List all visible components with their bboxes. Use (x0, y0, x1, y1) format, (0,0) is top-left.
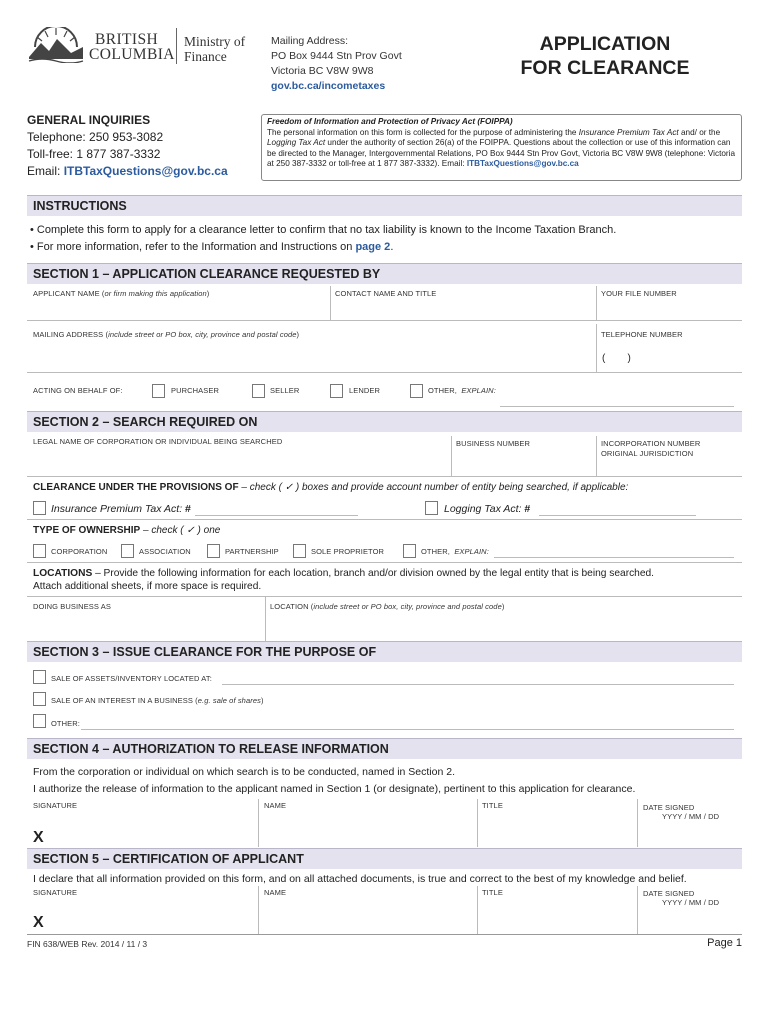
divider (27, 562, 742, 563)
mailing-address-field[interactable] (29, 342, 591, 370)
instructions-body (30, 222, 616, 256)
seller-label: SELLER (270, 386, 300, 395)
foippa-body (267, 128, 736, 170)
partnership-label: PARTNERSHIP (225, 547, 279, 556)
logo-divider (176, 28, 177, 64)
ministry-line-1: Ministry of (184, 34, 246, 49)
sale-of-interest-end: ) (260, 696, 264, 705)
association-label: ASSOCIATION (139, 547, 191, 556)
clearance-provisions-label (33, 482, 628, 493)
insurance-premium-tax-checkbox[interactable] (33, 501, 46, 515)
other-purpose-label: OTHER: (51, 719, 80, 728)
doing-business-as-label: DOING BUSINESS AS (33, 602, 111, 611)
s5-date-field[interactable] (640, 910, 740, 932)
divider (477, 886, 478, 934)
form-id: FIN 638/WEB Rev. 2014 / 11 / 3 (27, 939, 148, 949)
insurance-premium-tax-account-input[interactable] (195, 515, 358, 516)
sale-of-interest-label (51, 696, 264, 705)
sale-of-assets-checkbox[interactable] (33, 670, 46, 684)
sale-of-interest-checkbox[interactable] (33, 692, 46, 706)
other-ownership-checkbox[interactable] (403, 544, 416, 558)
instructions-bullet-2-text: • For more information, refer to the Information and Instructions on (30, 241, 356, 253)
location-label-a: LOCATION ( (270, 602, 314, 611)
logo-text (89, 32, 175, 62)
telephone-field[interactable] (640, 350, 740, 368)
section3-heading-text: SECTION 3 – ISSUE CLEARANCE FOR THE PURPOSE OF (33, 645, 377, 659)
applicant-label-a: APPLICANT NAME ( (33, 289, 105, 298)
other-ownership-explain-line[interactable] (494, 557, 734, 558)
inquiries-email-label: Email: (27, 164, 64, 178)
instructions-bullet-2-end: . (390, 241, 394, 253)
mailing-label-b: include street or PO box, city, province and postal code (108, 330, 297, 339)
locations-heading: LOCATIONS (33, 568, 93, 579)
s4-date-label: DATE SIGNED (643, 803, 695, 812)
location-label (270, 602, 504, 611)
foippa-text-1: The personal information on this form is collected for the purpose of administering the (267, 127, 579, 137)
other-ownership-label (421, 547, 489, 556)
file-number-field[interactable] (599, 300, 739, 320)
s4-name-field[interactable] (261, 814, 473, 846)
section5-heading-text: SECTION 5 – CERTIFICATION OF APPLICANT (33, 852, 304, 866)
inquiries-email-link[interactable]: ITBTaxQuestions@gov.bc.ca (63, 164, 228, 178)
logo-line-2: COLUMBIA (89, 46, 175, 63)
doing-business-as-field[interactable] (29, 614, 261, 640)
s4-signature-x: X (33, 829, 44, 846)
title-line-1: APPLICATION (539, 33, 671, 55)
section1-heading-text: SECTION 1 – APPLICATION CLEARANCE REQUESTED BY (33, 267, 381, 281)
divider (477, 799, 478, 847)
divider (27, 476, 742, 477)
sale-of-assets-location-input[interactable] (222, 684, 734, 685)
divider (27, 934, 742, 935)
section4-line-1: From the corporation or individual on which search is to be conducted, named in Section 2. (33, 766, 455, 778)
s5-title-label: TITLE (482, 888, 503, 897)
locations-text (33, 567, 738, 593)
bc-sun-mountain-icon (27, 27, 85, 63)
divider (258, 799, 259, 847)
ownership-type-label (33, 525, 220, 536)
mailing-label: Mailing Address: (271, 35, 349, 47)
divider (27, 372, 742, 373)
divider (596, 324, 597, 372)
logging-act-text: Logging Tax Act: (444, 503, 525, 515)
s4-signature-field[interactable] (50, 814, 254, 846)
s5-name-field[interactable] (261, 900, 473, 932)
telephone-area-code: ( ) (602, 353, 631, 364)
logging-tax-account-input[interactable] (539, 515, 696, 516)
applicant-name-label (33, 289, 209, 298)
divider (637, 886, 638, 934)
section4-heading (27, 738, 742, 759)
s4-name-label: NAME (264, 801, 287, 810)
other-ownership-text: OTHER, (421, 547, 455, 556)
lender-label: LENDER (349, 386, 381, 395)
other-behalf-checkbox[interactable] (410, 384, 423, 398)
instructions-bullet-2 (30, 239, 616, 256)
inquiries-email-row (27, 163, 228, 180)
logo-line-1: BRITISH (95, 31, 159, 48)
other-purpose-input[interactable] (81, 729, 734, 730)
association-checkbox[interactable] (121, 544, 134, 558)
s5-signature-x: X (33, 914, 44, 931)
divider (27, 320, 742, 321)
acting-on-behalf-label: ACTING ON BEHALF OF: (33, 386, 123, 395)
general-inquiries (27, 112, 228, 180)
logging-tax-checkbox[interactable] (425, 501, 438, 515)
form-title (470, 32, 740, 80)
contact-name-field[interactable] (333, 300, 593, 320)
corporation-checkbox[interactable] (33, 544, 46, 558)
locations-instruction: – Provide the following information for each location, branch and/or division owned by the legal entity that is being searched. (92, 568, 655, 579)
divider (265, 597, 266, 641)
page-2-link[interactable]: page 2 (355, 241, 391, 253)
s4-date-field[interactable] (640, 824, 740, 846)
section4-body (33, 764, 635, 798)
inquiries-tollfree: Toll-free: 1 877 387-3332 (27, 147, 161, 161)
mailing-label-a: MAILING ADDRESS ( (33, 330, 109, 339)
ownership-instruction: – check ( ✓ ) one (140, 525, 221, 536)
mailing-address (271, 34, 402, 94)
applicant-label-b: or firm making this application (104, 289, 207, 298)
foippa-box (261, 114, 742, 181)
locations-additional-sheets: Attach additional sheets, if more space is required. (33, 581, 262, 592)
divider (27, 519, 742, 520)
s5-title-field[interactable] (480, 900, 633, 932)
divider (637, 799, 638, 847)
instructions-bullet-1: • Complete this form to apply for a clearance letter to confirm that no tax liability is known to the Income Taxation Branch. (30, 224, 617, 236)
ministry-line-2: Finance (184, 49, 227, 64)
incorporation-number-field[interactable] (599, 460, 739, 474)
applicant-name-field[interactable] (29, 300, 327, 320)
divider (258, 886, 259, 934)
s5-signature-field[interactable] (50, 900, 254, 932)
purchaser-checkbox[interactable] (152, 384, 165, 398)
instructions-heading (27, 195, 742, 216)
other-ownership-explain: EXPLAIN: (454, 547, 489, 556)
sole-proprietor-checkbox[interactable] (293, 544, 306, 558)
section5-declaration: I declare that all information provided on this form, and on all attached documents, is true and correct to the best of my knowledge and belief. (33, 873, 687, 885)
contact-name-label: CONTACT NAME AND TITLE (335, 289, 437, 298)
section1-heading (27, 263, 742, 284)
location-label-b: include street or PO box, city, province and postal code (313, 602, 502, 611)
divider (451, 436, 452, 476)
clearance-provisions-heading: CLEARANCE UNDER THE PROVISIONS OF (33, 482, 239, 493)
location-field[interactable] (268, 614, 738, 640)
ministry-text (184, 34, 245, 64)
legal-name-field[interactable] (29, 452, 447, 474)
incorporation-label (601, 439, 700, 458)
foippa-logging-act: Logging Tax Act (267, 138, 326, 148)
other-behalf-label (428, 386, 496, 395)
s4-signature-label: SIGNATURE (33, 801, 78, 810)
s4-title-label: TITLE (482, 801, 503, 810)
sale-of-interest-example: e.g. sale of shares (197, 696, 261, 705)
mailing-label-c: ) (296, 330, 300, 339)
s5-name-label: NAME (264, 888, 287, 897)
foippa-ipt-act: Insurance Premium Tax Act (578, 127, 679, 137)
section2-heading (27, 411, 742, 432)
lender-checkbox[interactable] (330, 384, 343, 398)
section4-heading-text: SECTION 4 – AUTHORIZATION TO RELEASE INFORMATION (33, 742, 389, 756)
ipt-hash: # (185, 503, 191, 515)
bc-logo (27, 27, 85, 63)
section5-heading (27, 848, 742, 869)
applicant-label-c: ) (206, 289, 210, 298)
business-number-field[interactable] (454, 452, 592, 474)
foippa-text-5: under the authority of section 26(a) of the FOIPPA. Questions about the collection or use of this information can be directed to the Manager, Intergovernmental Relations, PO Box 9444 Stn Prov Govt, Victoria BC V8W 9W8 (telephone: Victoria at 250 387-3332 or toll-free at 1 877 387-3332). Email: (267, 138, 735, 169)
business-number-label: BUSINESS NUMBER (456, 439, 531, 448)
s4-date-format: YYYY / MM / DD (662, 812, 720, 821)
title-line-2: FOR CLEARANCE (520, 57, 690, 79)
foippa-email-link[interactable]: ITBTaxQuestions@gov.bc.ca (466, 159, 579, 169)
file-number-label: YOUR FILE NUMBER (601, 289, 677, 298)
divider (27, 596, 742, 597)
logging-hash: # (524, 503, 531, 515)
logging-tax-label (444, 503, 530, 515)
partnership-checkbox[interactable] (207, 544, 220, 558)
other-behalf-explain-line[interactable] (500, 406, 734, 407)
s5-date-format: YYYY / MM / DD (662, 898, 720, 907)
page-number: Page 1 (707, 937, 742, 949)
instructions-heading-text: INSTRUCTIONS (33, 199, 127, 213)
section4-line-2: I authorize the release of information to the applicant named in Section 1 (or designate), pertinent to this application for clearance. (33, 783, 636, 795)
other-behalf-explain: EXPLAIN: (461, 386, 496, 395)
ownership-heading: TYPE OF OWNERSHIP (33, 525, 141, 536)
insurance-premium-tax-label (51, 503, 191, 515)
location-label-c: ) (501, 602, 505, 611)
clearance-provisions-instruction: – check ( ✓ ) boxes and provide account number of entity being searched, if applicable: (238, 482, 629, 493)
incorporation-number-label: INCORPORATION NUMBER (601, 439, 701, 448)
ipt-act-text: Insurance Premium Tax Act: (51, 503, 186, 515)
original-jurisdiction-label: ORIGINAL JURISDICTION (601, 448, 694, 458)
mailing-line-2: Victoria BC V8W 9W8 (271, 65, 374, 77)
website-link[interactable]: gov.bc.ca/incometaxes (271, 80, 386, 92)
seller-checkbox[interactable] (252, 384, 265, 398)
foippa-text-3: and/ or the (678, 127, 721, 137)
telephone-label: TELEPHONE NUMBER (601, 330, 683, 339)
legal-name-label: LEGAL NAME OF CORPORATION OR INDIVIDUAL BEING SEARCHED (33, 437, 283, 446)
divider (596, 436, 597, 476)
sale-of-interest-text: SALE OF AN INTEREST IN A BUSINESS ( (51, 696, 198, 705)
section2-heading-text: SECTION 2 – SEARCH REQUIRED ON (33, 415, 258, 429)
corporation-label: CORPORATION (51, 547, 108, 556)
other-purpose-checkbox[interactable] (33, 714, 46, 728)
divider (330, 286, 331, 320)
mailing-line-1: PO Box 9444 Stn Prov Govt (271, 50, 402, 62)
sale-of-assets-label: SALE OF ASSETS/INVENTORY LOCATED AT: (51, 674, 212, 683)
mailing-address-label (33, 330, 299, 339)
inquiries-heading: GENERAL INQUIRIES (27, 113, 151, 127)
section3-heading (27, 641, 742, 662)
other-behalf-text: OTHER, (428, 386, 462, 395)
purchaser-label: PURCHASER (171, 386, 219, 395)
divider (596, 286, 597, 320)
inquiries-telephone: Telephone: 250 953-3082 (27, 130, 164, 144)
foippa-heading: Freedom of Information and Protection of Privacy Act (FOIPPA) (267, 117, 513, 126)
s5-signature-label: SIGNATURE (33, 888, 78, 897)
s4-title-field[interactable] (480, 814, 633, 846)
sole-proprietor-label: SOLE PROPRIETOR (311, 547, 385, 556)
s5-date-label: DATE SIGNED (643, 889, 695, 898)
